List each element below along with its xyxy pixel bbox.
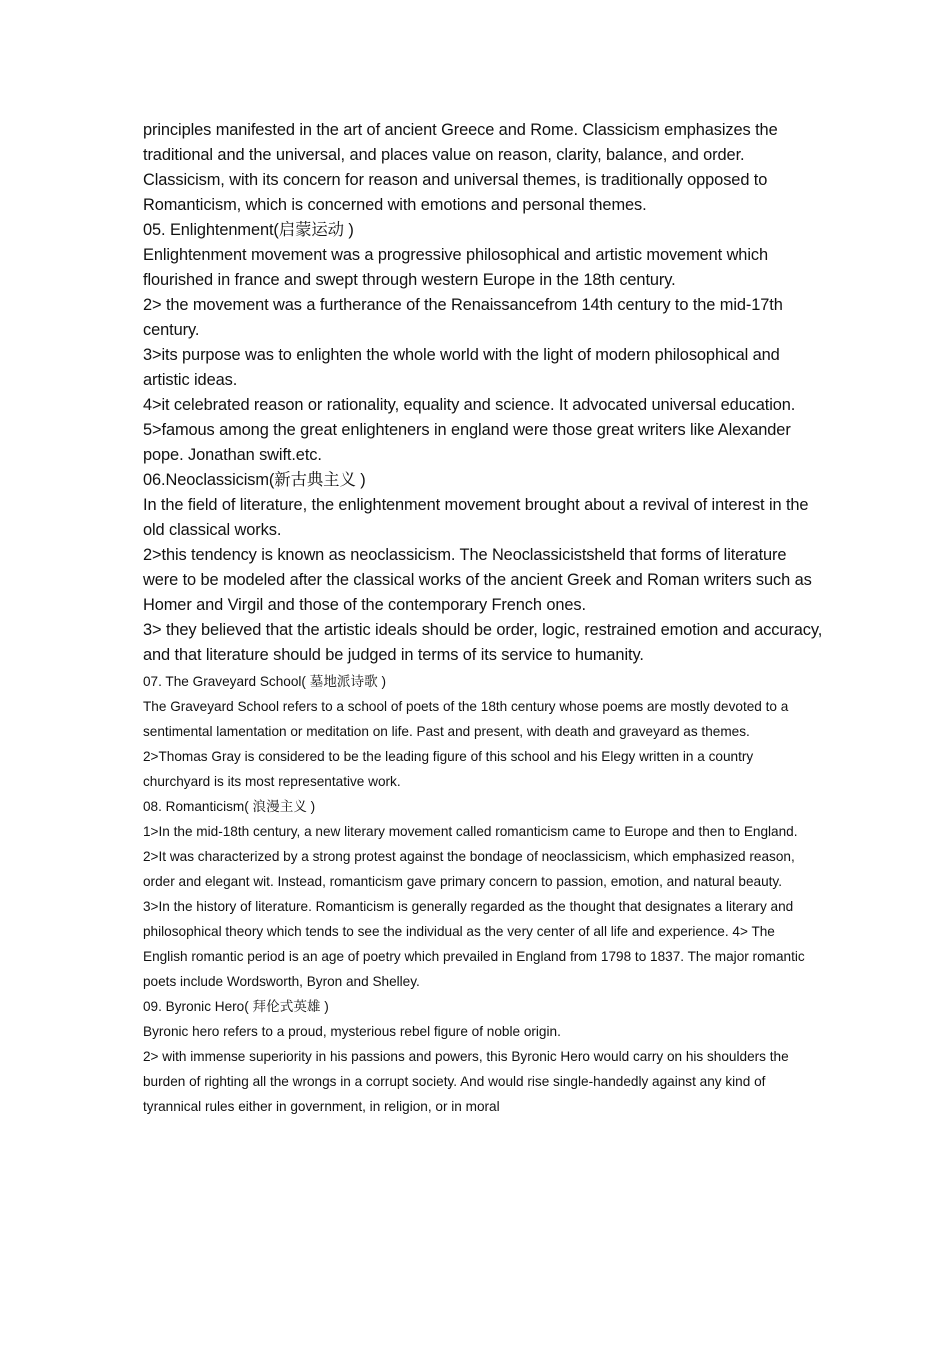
paragraph-enlightenment-3: 3>its purpose was to enlighten the whole world with the light of modern philosophical and artistic ideas. [143, 346, 780, 389]
paragraph-neoclassicism-2: 2>this tendency is known as neoclassicism. The Neoclassicistsheld that forms of literature were to be modeled after the classical works of the ancient Greek and Roman writers such as Homer and Virgil and those of the contemporary French ones. [143, 546, 812, 614]
paragraph-enlightenment-2: 2> the movement was a furtherance of the Renaissancefrom 14th century to the mid-17th century. [143, 296, 783, 339]
paragraph-byronic-2: 2> with immense superiority in his passions and powers, this Byronic Hero would carry on his shoulders the burden of righting all the wrongs in a corrupt society. And would rise single-handedly against any kind of tyrannical rules either in government, in religion, or in moral [143, 1049, 789, 1114]
paragraph-enlightenment-definition: Enlightenment movement was a progressive philosophical and artistic movement which flourished in france and swept through western Europe in the 18th century. [143, 246, 768, 289]
heading-neoclassicism: 06.Neoclassicism(新古典主义 ) [143, 471, 366, 489]
large-text-section [143, 118, 823, 668]
paragraph-graveyard-definition: The Graveyard School refers to a school of poets of the 18th century whose poems are mostly devoted to a sentimental lamentation or meditation on life. Past and present, with death and graveyard as themes. [143, 699, 789, 739]
heading-enlightenment: 05. Enlightenment(启蒙运动 ) [143, 221, 354, 239]
paragraph-romanticism-2: 2>It was characterized by a strong protest against the bondage of neoclassicism, which emphasized reason, order and elegant wit. Instead, romanticism gave primary concern to passion, emotion, and natural beauty. [143, 849, 795, 889]
heading-byronic-hero: 09. Byronic Hero( 拜伦式英雄 ) [143, 999, 329, 1014]
paragraph-romanticism-3-4: 3>In the history of literature. Romanticism is generally regarded as the thought that designates a literary and philosophical theory which tends to see the individual as the very center of all life and experience. 4> The English romantic period is an age of poetry which prevailed in England from 1798 to 1837. The major romantic poets include Wordsworth, Byron and Shelley. [143, 899, 805, 989]
paragraph-byronic-definition: Byronic hero refers to a proud, mysterious rebel figure of noble origin. [143, 1024, 561, 1039]
paragraph-enlightenment-5: 5>famous among the great enlighteners in england were those great writers like Alexander pope. Jonathan swift.etc. [143, 421, 791, 464]
heading-romanticism: 08. Romanticism( 浪漫主义 ) [143, 799, 316, 814]
document-body [143, 118, 823, 1119]
small-text-section [143, 669, 823, 1119]
paragraph-enlightenment-4: 4>it celebrated reason or rationality, equality and science. It advocated universal education. [143, 396, 796, 414]
paragraph-neoclassicism-3: 3> they believed that the artistic ideals should be order, logic, restrained emotion and accuracy, and that literature should be judged in terms of its service to humanity. [143, 621, 823, 664]
paragraph-classicism-continued: principles manifested in the art of ancient Greece and Rome. Classicism emphasizes the traditional and the universal, and places value on reason, clarity, balance, and order. Classicism, with its concern for reason and universal themes, is traditionally opposed to Romanticism, which is concerned with emotions and personal themes. [143, 121, 778, 214]
paragraph-romanticism-1: 1>In the mid-18th century, a new literary movement called romanticism came to Europe and then to England. [143, 824, 798, 839]
paragraph-graveyard-2: 2>Thomas Gray is considered to be the leading figure of this school and his Elegy written in a country churchyard is its most representative work. [143, 749, 754, 789]
heading-graveyard-school: 07. The Graveyard School( 墓地派诗歌 ) [143, 674, 387, 689]
paragraph-neoclassicism-definition: In the field of literature, the enlightenment movement brought about a revival of interest in the old classical works. [143, 496, 809, 539]
